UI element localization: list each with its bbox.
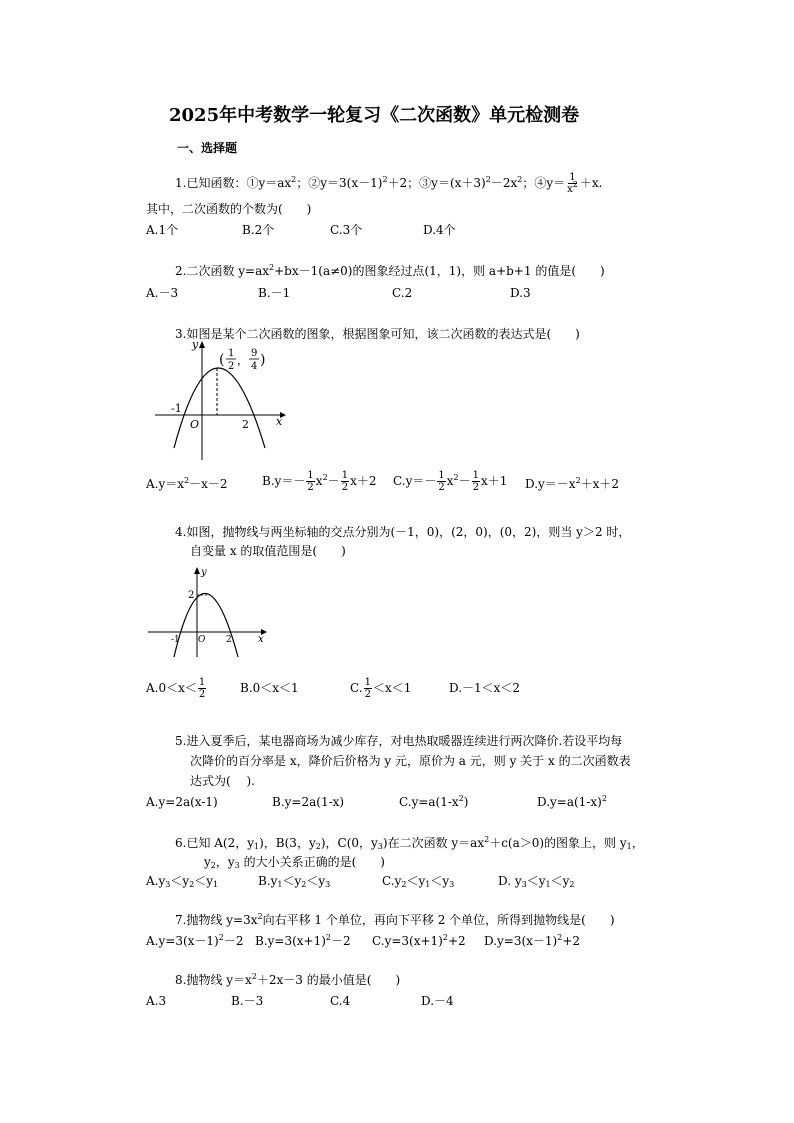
- q8-option-b: B.－3: [231, 994, 264, 1008]
- vertex-x-num: 1: [228, 348, 235, 359]
- fraction: $\frac{1}{x^2}$: [567, 172, 578, 195]
- q5-option-b: B.y=2a(1-x): [272, 795, 345, 809]
- q7-option-b: $B.y=3(x+1)^2-2$: [255, 933, 351, 948]
- question-3-stem: 3.如图是某个二次函数的图象，根据图象可知，该二次函数的表达式是( ): [175, 327, 580, 341]
- x-minus-one-label: -1: [171, 635, 180, 645]
- vertex-y-den: 4: [251, 361, 258, 372]
- q7-option-a: $A.y=3(x-1)^2-2$: [146, 933, 244, 948]
- q3-option-a: $A.y=x^2-x-2$: [146, 476, 228, 491]
- question-1-stem: 1.已知函数：$①y=ax^2$；$②y=3(x-1)^2+2$；$③y=(x+3)^2-2x^2$；④y＝ $\frac{1}{x^2}$ ＋x.: [175, 172, 603, 195]
- question-7-stem: 7.抛物线 $y=3x^2$向右平移 1 个单位，再向下平移 2 个单位，所得到抛物线是( ): [175, 912, 615, 927]
- question-6-line1: 6.已知 A(2，$y_1$)，B(3，$y_2$)，C(0，$y_3$)在二次函数 $y=ax^2+c(a>0)$的图象上，则 $y_1$，: [175, 835, 644, 851]
- y-axis-arrow: [194, 567, 200, 574]
- q6-option-a: $A.y_3<y_2<y_1$: [146, 874, 219, 889]
- y-label: y: [192, 338, 199, 351]
- x-label: x: [276, 415, 283, 428]
- parabola-curve: [174, 594, 238, 658]
- question-6-line2: $y_2$，$y_3$ 的大小关系正确的是( ): [204, 855, 385, 870]
- x-two-label: 2: [226, 635, 232, 645]
- q7-option-d: $D.y=3(x-1)^2+2$: [484, 933, 581, 948]
- question-4-line1: 4.如图，抛物线与两坐标轴的交点分别为(－1，0)，(2，0)，(0，2)，则当 y＞2 时，: [175, 525, 631, 539]
- q2-option-a: A.－3: [146, 286, 179, 300]
- vertex-rparen: ): [260, 352, 266, 368]
- q5-option-d: $D.y=a(1-x)^2$: [537, 794, 607, 809]
- section-heading: 一、选择题: [177, 141, 238, 155]
- q8-option-c: C.4: [330, 994, 351, 1008]
- q2-option-d: D.3: [510, 286, 531, 300]
- q8-option-a: A.3: [146, 994, 167, 1008]
- q5-option-a: A.y=2a(x-1): [146, 795, 218, 809]
- vertex-lparen: (: [219, 352, 225, 368]
- origin-label: O: [198, 635, 206, 645]
- q8-option-d: D.－4: [421, 994, 454, 1008]
- page-title: 2025年中考数学一轮复习《二次函数》单元检测卷: [169, 105, 580, 126]
- q6-option-c: $C.y_2<y_1<y_3$: [382, 874, 455, 889]
- q6-option-b: $B.y_1<y_2<y_3$: [258, 874, 331, 889]
- q3-option-b: B.y＝－ $\frac{1}{2}$ $x^2-$ $\frac{1}{2}$ x＋2: [262, 470, 377, 493]
- q1-option-d: D.4个: [423, 223, 456, 237]
- x-two-label: 2: [242, 418, 249, 431]
- q4-parabola-graph: [146, 565, 271, 660]
- q4-option-c: C. $\frac{1}{2}$ ＜x＜1: [350, 677, 412, 700]
- question-5-line1: 5.进入夏季后，某电器商场为减少库存，对电热取暖器连续进行两次降价.若设平均每: [175, 734, 623, 748]
- x-minus-one-label: -1: [171, 402, 182, 415]
- question-2-stem: 2.二次函数 $y=ax^2+bx-1(a\ne 0)$的图象经过点(1，1)，则 a+b+1 的值是( ): [175, 263, 605, 278]
- y-label: y: [201, 567, 207, 578]
- origin-label: O: [190, 418, 200, 431]
- q4-option-a: A.0＜x＜ $\frac{1}{2}$: [146, 677, 206, 700]
- question-4-line2: 自变量 x 的取值范围是( ): [190, 544, 346, 558]
- question-8-stem: 8.抛物线 $y=x^2+2x-3$ 的最小值是( ): [175, 972, 401, 987]
- y-two-label: 2: [188, 590, 195, 601]
- q3-parabola-graph: [150, 338, 290, 463]
- q2-option-c: C.2: [392, 286, 413, 300]
- q3-option-c: C.y＝－ $\frac{1}{2}$ $x^2-$ $\frac{1}{2}$ x＋1: [393, 470, 508, 493]
- q4-option-d: D.－1＜x＜2: [449, 681, 521, 695]
- question-5-line2: 次降价的百分率是 x，降价后价格为 y 元，原价为 a 元，则 y 关于 x 的二次函数表: [190, 754, 631, 768]
- vertex-x-den: 2: [228, 361, 235, 372]
- question-1-line2: 其中，二次函数的个数为( ): [146, 202, 312, 216]
- q7-option-c: $C.y=3(x+1)^2+2$: [372, 933, 466, 948]
- vertex-y-num: 9: [251, 348, 258, 359]
- q1-option-a: A.1个: [146, 223, 179, 237]
- q3-option-d: $D.y=-x^2+x+2$: [525, 476, 620, 491]
- q1-option-b: B.2个: [242, 223, 275, 237]
- q4-option-b: B.0＜x＜1: [240, 681, 299, 695]
- q1-option-c: C.3个: [330, 223, 363, 237]
- q6-option-d: D. $y_3<y_1<y_2$: [498, 874, 575, 889]
- x-label: x: [258, 634, 264, 645]
- question-5-line3: 达式为( ).: [190, 774, 255, 788]
- y-axis-arrow: [199, 341, 205, 348]
- q2-option-b: B.－1: [258, 286, 291, 300]
- q5-option-c: $C.y=a(1-x^2)$: [399, 794, 469, 809]
- vertex-comma: ，: [237, 354, 248, 367]
- parabola-curve: [174, 368, 265, 448]
